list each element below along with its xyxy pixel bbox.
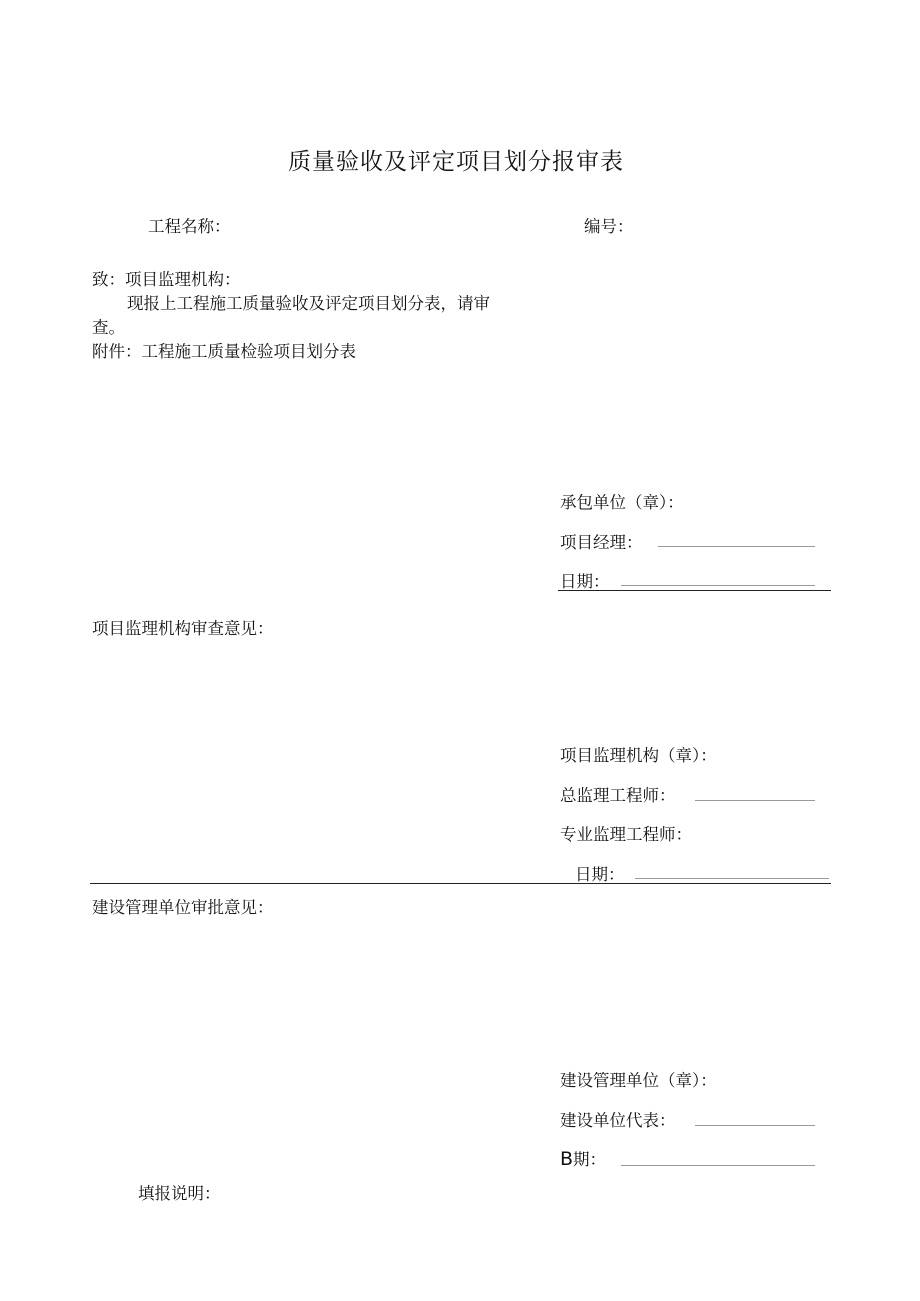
supervision-org-seal-label: 项目监理机构（章）： (560, 746, 717, 765)
contractor-date-label: 日期： (560, 572, 610, 591)
owner-representative-signature-line[interactable] (695, 1125, 815, 1126)
supervision-section-divider (90, 883, 831, 884)
project-manager-label: 项目经理： (560, 533, 643, 552)
project-name-label: 工程名称： (148, 217, 231, 236)
project-manager-signature-line[interactable] (658, 546, 815, 547)
instructions-label: 填报说明： (138, 1184, 221, 1203)
contractor-section-divider (558, 590, 831, 591)
supervision-date-label: 日期： (575, 865, 625, 884)
chief-engineer-signature-line[interactable] (695, 800, 815, 801)
specialist-engineer-label: 专业监理工程师： (560, 825, 692, 844)
contractor-unit-seal-label: 承包单位（章）： (560, 493, 684, 512)
supervision-date-field-line[interactable] (635, 878, 829, 879)
page-title: 质量验收及评定项目划分报审表 (288, 149, 624, 175)
addressee-line: 致：项目监理机构： (92, 270, 241, 289)
number-label: 编号： (584, 217, 634, 236)
owner-representative-label: 建设单位代表： (560, 1111, 676, 1130)
management-unit-seal-label: 建设管理单位（章）： (560, 1071, 717, 1090)
owner-approval-label: 建设管理单位审批意见： (92, 898, 274, 917)
submission-text-line2: 查。 (92, 318, 125, 337)
owner-date-suffix: 期： (573, 1150, 607, 1169)
contractor-date-field-line[interactable] (621, 585, 815, 586)
submission-text-line1: 现报上工程施工质量验收及评定项目划分表，请审 (127, 294, 490, 313)
supervision-opinion-label: 项目监理机构审查意见： (92, 619, 274, 638)
attachment-line: 附件：工程施工质量检验项目划分表 (92, 342, 356, 361)
owner-date-field-line[interactable] (621, 1165, 815, 1166)
chief-engineer-label: 总监理工程师： (560, 786, 676, 805)
owner-date-label (560, 1146, 606, 1170)
owner-date-prefix: B (560, 1148, 574, 1170)
